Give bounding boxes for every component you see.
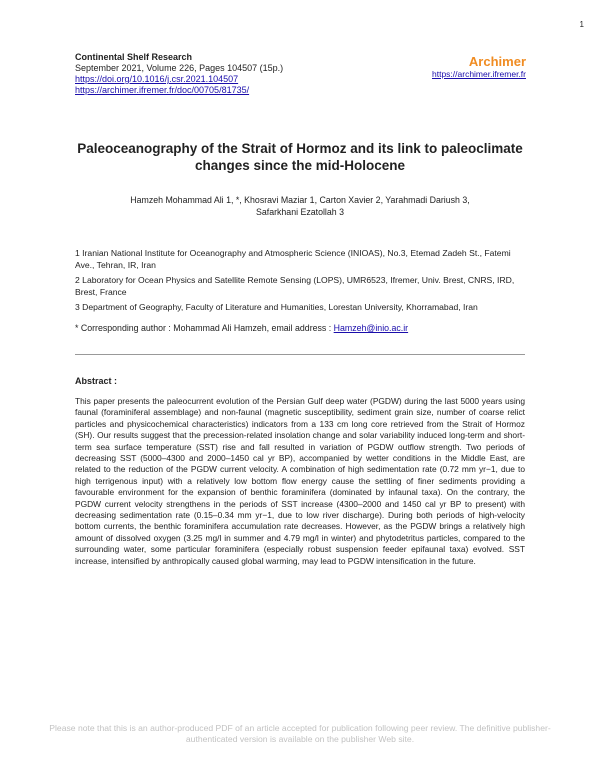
- authors-line-2: Safarkhani Ezatollah 3: [255, 207, 345, 217]
- affiliation-3: 3 Department of Geography, Faculty of Literature and Humanities, Lorestan University, Khorramabad, Iran: [75, 302, 478, 313]
- corresponding-text: * Corresponding author : Mohammad Ali Hamzeh, email address :: [75, 323, 334, 333]
- abstract-heading: Abstract :: [75, 376, 118, 386]
- email-link[interactable]: Hamzeh@inio.ac.ir: [333, 323, 409, 333]
- footer-note: Please note that this is an author-produced PDF of an article accepted for publication following peer review. The definitive publisher-authenticated version is available on the publisher Web site.: [49, 723, 551, 744]
- brand-block: [432, 54, 526, 79]
- affiliations: [75, 248, 525, 318]
- corresponding-author: [75, 323, 525, 333]
- authors: [75, 194, 525, 218]
- paper-title: Paleoceanography of the Strait of Hormoz and its link to paleoclimate changes since the mid-Holocene: [77, 141, 523, 173]
- abstract-text: This paper presents the paleocurrent evolution of the Persian Gulf deep water (PGDW) during the last 5000 years using faunal (foraminiferal assemblage) and non-faunal (magnetic susceptibility, sediment grain size, number of coarse relict particles and physicochemical characteristics) indicators from a 133 cm long core retrieved from the Strait of Hormoz (SH). Our results suggest that the precession-related insolation change and solar variability induced long-term and short-term sea surface temperature (SST) rise and fall resulted in variation of PGDW outflow strength. Two periods of decreasing SST (5000–4300 and 2000–1450 cal yr BP), accompanied by wetter conditions in the Middle East, are related to the reduction of the PGDW current velocity. A combination of high sedimentation rate (0.72 mm yr−1, due to high terrigenous input) with a relatively low bottom flow energy cause the settling of finer sediments providing a favourable environment for the expansion of benthic foraminifera (dominated by infaunal taxa). On the contrary, the PGDW current velocity strengthens in the periods of SST increase (4300–2000 and 1450 cal yr BP to present) with decreasing sedimentation rate (0.15–0.34 mm yr−1, due to low river discharge). During both periods of high-velocity bottom currents, the benthic foraminifera accumulation rate decreases. However, as the PGDW brings a relatively high amount of dissolved oxygen (3.25 mg/l in summer and 4.79 mg/l in winter) and phytodetritus particles, compared to the surrounding water, some particular foraminifera (especially robust suspension feeder epifaunal taxa) evolved. SST increase, intensified by anthropically caused global warming, may lead to PGDW intensification in the future.: [75, 396, 525, 566]
- brand-link[interactable]: https://archimer.ifremer.fr: [432, 69, 526, 79]
- archive-link[interactable]: https://archimer.ifremer.fr/doc/00705/81735/: [75, 85, 250, 95]
- journal-issue: September 2021, Volume 226, Pages 104507 (15p.): [75, 63, 284, 73]
- affiliation-1: 1 Iranian National Institute for Oceanography and Atmospheric Science (INIOAS), No.3, Etemad Zadeh St., Fatemi Ave., Tehran, IR, Iran: [75, 248, 511, 270]
- affiliation-2: 2 Laboratory for Ocean Physics and Satellite Remote Sensing (LOPS), UMR6523, Ifremer, Univ. Brest, CNRS, IRD, Brest, France: [75, 275, 515, 297]
- doi-link[interactable]: https://doi.org/10.1016/j.csr.2021.104507: [75, 74, 239, 84]
- brand-name: Archimer: [468, 54, 526, 69]
- journal-name: Continental Shelf Research: [75, 52, 193, 62]
- page-number: 1: [579, 20, 584, 29]
- authors-line-1: Hamzeh Mohammad Ali 1, *, Khosravi Maziar 1, Carton Xavier 2, Yarahmadi Dariush 3,: [130, 195, 470, 205]
- divider: [75, 354, 525, 355]
- journal-info: [75, 52, 283, 96]
